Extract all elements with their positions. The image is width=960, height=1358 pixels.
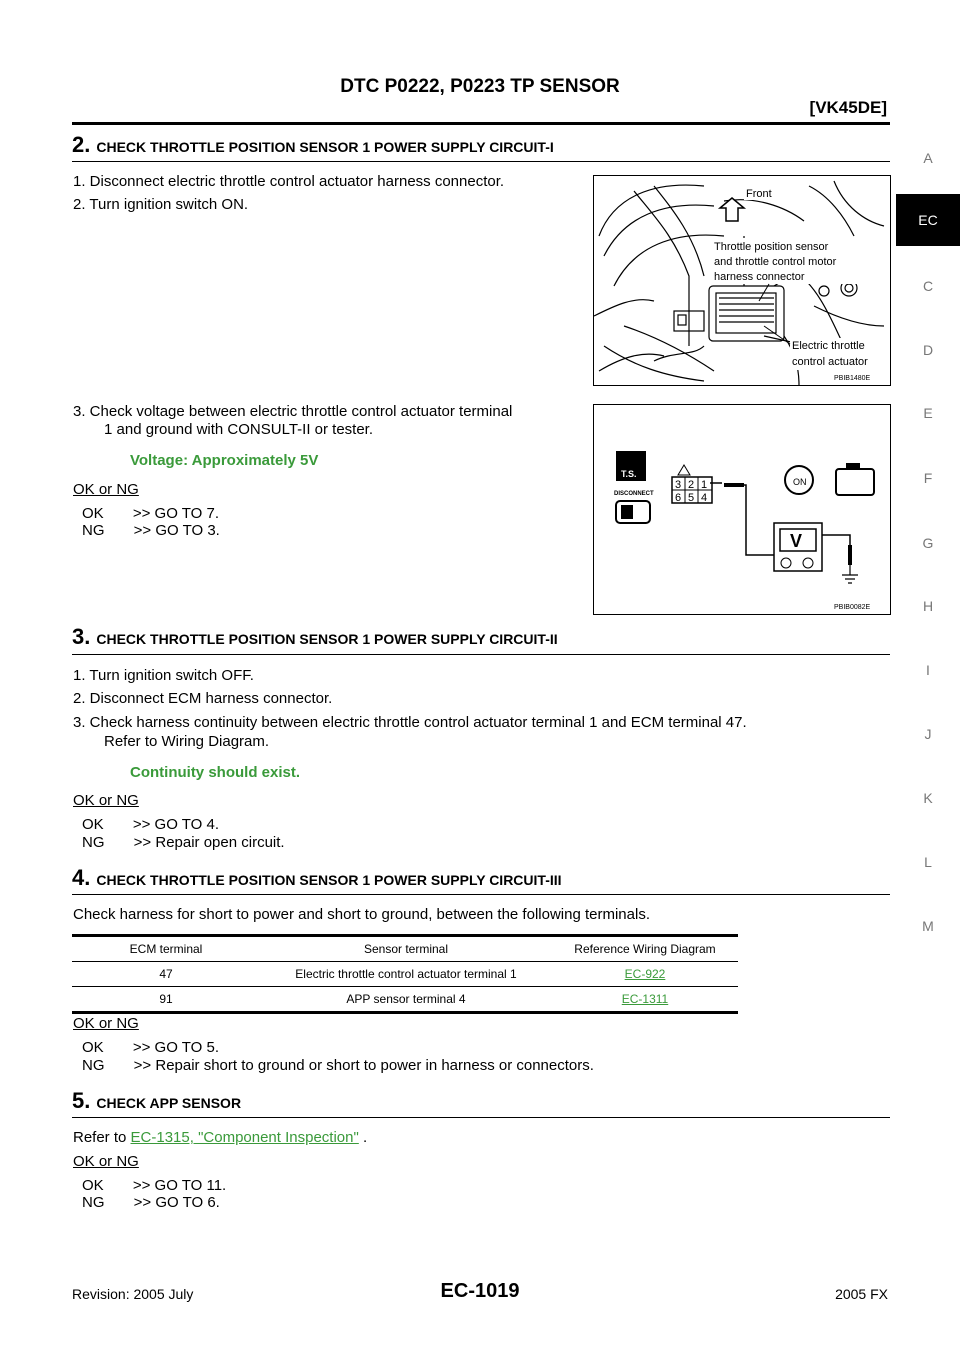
step-5-ok-or-ng: OK or NG	[73, 1153, 139, 1170]
tab-k[interactable]: K	[923, 790, 933, 806]
figure-1-label-1a: Throttle position sensor	[714, 241, 829, 253]
tab-m[interactable]: M	[922, 918, 934, 934]
step-4-intro: Check harness for short to power and short to ground, between the following terminals.	[73, 906, 650, 923]
step-2-item-3: 3. Check voltage between electric throttle control actuator terminal	[73, 403, 513, 420]
step-4-number: 4.	[72, 865, 91, 890]
step-2-item-2: 2. Turn ignition switch ON.	[73, 196, 249, 213]
step-2-item-1: 1. Disconnect electric throttle control actuator harness connector.	[73, 173, 505, 190]
table-cell	[552, 987, 738, 1013]
step-3-rule	[72, 654, 890, 655]
tab-l[interactable]: L	[924, 854, 932, 870]
link-ec-1311[interactable]: EC-1311	[621, 992, 669, 1006]
tab-d[interactable]: D	[922, 342, 934, 358]
step-2-spec: Voltage: Approximately 5V	[130, 452, 319, 469]
step-3-item-1: 1. Turn ignition switch OFF.	[73, 667, 254, 684]
step-5-ok: OK >> GO TO 11.	[82, 1177, 227, 1194]
table-cell: Electric throttle control actuator terminal 1	[260, 962, 552, 987]
footer-model: 2005 FX	[835, 1286, 888, 1302]
tab-e[interactable]: E	[923, 405, 933, 421]
step-3-spec: Continuity should exist.	[130, 764, 301, 781]
tab-j[interactable]: J	[924, 726, 932, 742]
step-2-heading: 2. CHECK THROTTLE POSITION SENSOR 1 POWER SUPPLY CIRCUIT-I	[72, 132, 554, 157]
figure-1-code: PBIB1480E	[834, 375, 871, 382]
step-4-ok: OK >> GO TO 5.	[82, 1039, 219, 1056]
tab-g[interactable]: G	[922, 535, 934, 551]
table-row	[72, 962, 738, 987]
header-rule	[72, 122, 890, 125]
pin-3: 3	[675, 479, 682, 491]
figure-voltage-check	[593, 404, 891, 615]
step-3-ok-or-ng: OK or NG	[73, 792, 139, 809]
step-2-ok-or-ng: OK or NG	[73, 481, 139, 498]
voltage-check-diagram	[594, 405, 890, 614]
step-4-rule	[72, 894, 890, 895]
page-title: DTC P0222, P0223 TP SENSOR	[340, 76, 620, 97]
tab-c[interactable]: C	[922, 278, 934, 294]
svg-text:ON: ON	[793, 477, 807, 487]
table-header-cell: ECM terminal	[72, 936, 260, 962]
pin-2: 2	[688, 479, 695, 491]
pin-4: 4	[701, 492, 708, 504]
table-row	[72, 987, 738, 1013]
figure-2-code: PBIB0082E	[834, 604, 871, 611]
engine-icon	[836, 463, 874, 495]
figure-1-front-label: Front	[746, 188, 772, 200]
table-header-cell: Sensor terminal	[260, 936, 552, 962]
step-3-item-2: 2. Disconnect ECM harness connector.	[73, 690, 333, 707]
step-3-item-3: 3. Check harness continuity between electric throttle control actuator terminal 1 and ECM terminal 47.	[73, 714, 747, 731]
tab-h[interactable]: H	[922, 598, 934, 614]
disconnect-label: DISCONNECT	[614, 491, 654, 497]
figure-throttle-location	[593, 175, 891, 386]
step-3-number: 3.	[72, 624, 91, 649]
step-3-item-3-cont: Refer to Wiring Diagram.	[104, 733, 270, 750]
step-3-ng: NG >> Repair open circuit.	[82, 834, 285, 851]
table-cell: APP sensor terminal 4	[260, 987, 552, 1013]
step-4-ng: NG >> Repair short to ground or short to power in harness or connectors.	[82, 1057, 594, 1074]
engine-bay-illustration	[594, 176, 890, 385]
step-5-heading: 5. CHECK APP SENSOR	[72, 1088, 242, 1113]
table-header-cell: Reference Wiring Diagram	[552, 936, 738, 962]
step-2-ok: OK >> GO TO 7.	[82, 505, 219, 522]
tab-f[interactable]: F	[923, 470, 933, 486]
pin-1: 1	[701, 479, 708, 491]
page-number: EC-1019	[440, 1280, 520, 1302]
figure-1-label-2b: control actuator	[792, 356, 868, 368]
footer-revision: Revision: 2005 July	[72, 1286, 194, 1302]
figure-1-label-2a: Electric throttle	[792, 340, 865, 352]
table-header-row	[72, 936, 738, 962]
link-component-inspection[interactable]: EC-1315, "Component Inspection"	[130, 1129, 359, 1146]
pin-6: 6	[675, 492, 682, 504]
step-2-ng: NG >> GO TO 3.	[82, 522, 220, 539]
link-ec-922[interactable]: EC-922	[624, 967, 666, 981]
pin-5: 5	[688, 492, 695, 504]
step-4-heading: 4. CHECK THROTTLE POSITION SENSOR 1 POWER SUPPLY CIRCUIT-III	[72, 865, 562, 890]
table-cell	[552, 962, 738, 987]
step-5-number: 5.	[72, 1088, 91, 1113]
step-2-item-3-cont: 1 and ground with CONSULT-II or tester.	[104, 421, 374, 438]
step-4-ok-or-ng: OK or NG	[73, 1015, 139, 1032]
tab-a[interactable]: A	[923, 150, 933, 166]
figure-1-label-1c: harness connector	[714, 271, 805, 283]
step-3-heading: 3. CHECK THROTTLE POSITION SENSOR 1 POWER SUPPLY CIRCUIT-II	[72, 624, 558, 649]
step-3-ok: OK >> GO TO 4.	[82, 816, 219, 833]
step-5-ng: NG >> GO TO 6.	[82, 1194, 220, 1211]
figure-1-label-1b: and throttle control motor	[714, 256, 837, 268]
step-5-refer: Refer to EC-1315, "Component Inspection" .	[73, 1129, 368, 1146]
table-cell: 91	[72, 987, 260, 1013]
ignition-key-icon	[785, 466, 813, 494]
step-2-number: 2.	[72, 132, 91, 157]
table-cell: 47	[72, 962, 260, 987]
tab-ec[interactable]: EC	[896, 194, 960, 246]
step-2-rule	[72, 161, 890, 162]
tab-i[interactable]: I	[926, 662, 930, 678]
terminal-table	[72, 934, 738, 1014]
engine-model: [VK45DE]	[809, 98, 887, 117]
voltmeter-icon: V	[790, 531, 803, 551]
ts-icon: T.S.	[621, 469, 637, 479]
step-5-rule	[72, 1117, 890, 1118]
